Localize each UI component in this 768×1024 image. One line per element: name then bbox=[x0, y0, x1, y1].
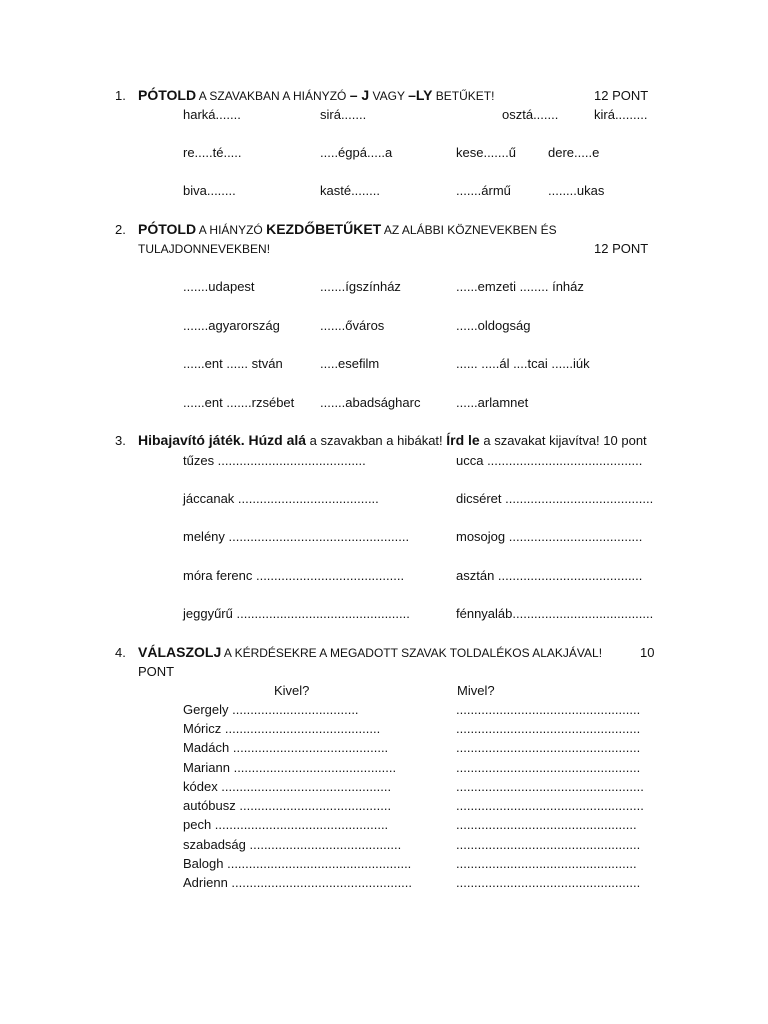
exercise-2-item: ...... .....ál ....tcai ......iúk bbox=[456, 356, 590, 371]
exercise-3-item: fénnyaláb....................................... bbox=[456, 606, 654, 621]
exercise-1-points: 12 PONT bbox=[594, 88, 649, 103]
exercise-4-points-word: PONT bbox=[138, 664, 175, 679]
exercise-1-item: biva........ bbox=[183, 183, 236, 198]
exercise-2-heading bbox=[138, 221, 557, 238]
exercise-2-number: 2. bbox=[115, 222, 126, 237]
exercise-3-heading bbox=[138, 432, 647, 449]
exercise-1-item: kirá......... bbox=[594, 107, 648, 122]
exercise-3-item: melény .................................................. bbox=[183, 529, 410, 544]
exercise-4-item: ................................................... bbox=[456, 760, 641, 775]
heading-text: a szavakat kijavítva! 10 pont bbox=[479, 433, 647, 448]
exercise-1-item: kese.......ű bbox=[456, 145, 516, 160]
heading-text: A SZAVAKBAN A HIÁNYZÓ bbox=[196, 89, 350, 103]
heading-text: A KÉRDÉSEKRE A MEGADOTT SZAVAK TOLDALÉKOS ALAKJÁVAL! bbox=[221, 646, 603, 660]
exercise-4-item: ................................................... bbox=[456, 837, 641, 852]
heading-bold: – J bbox=[349, 87, 370, 103]
column-header-kivel: Kivel? bbox=[274, 683, 310, 698]
exercise-4-heading bbox=[138, 644, 602, 661]
exercise-4-item: Madách ........................................... bbox=[183, 740, 389, 755]
exercise-1-item: dere.....e bbox=[548, 145, 600, 160]
exercise-2-item: ......oldogság bbox=[456, 318, 531, 333]
exercise-4-item: .................................................... bbox=[456, 798, 644, 813]
exercise-2-item: ......emzeti ........ ínház bbox=[456, 279, 584, 294]
exercise-2-item: ......arlamnet bbox=[456, 395, 529, 410]
exercise-2-item: ......ent ...... stván bbox=[183, 356, 283, 371]
exercise-3-item: mosojog ..................................... bbox=[456, 529, 643, 544]
exercise-4-item: szabadság .......................................... bbox=[183, 837, 402, 852]
exercise-4-item: .................................................... bbox=[456, 779, 644, 794]
column-header-mivel: Mivel? bbox=[457, 683, 495, 698]
exercise-4-item: autóbusz .......................................... bbox=[183, 798, 392, 813]
heading-bold: KEZDŐBETŰKET bbox=[266, 221, 382, 237]
exercise-2-item: ......ent .......rzsébet bbox=[183, 395, 295, 410]
exercise-2-item: .......abadságharc bbox=[320, 395, 421, 410]
exercise-3-item: ucca ........................................... bbox=[456, 453, 643, 468]
exercise-1-number: 1. bbox=[115, 88, 126, 103]
exercise-1-item: ........ukas bbox=[548, 183, 605, 198]
exercise-4-item: .................................................. bbox=[456, 817, 637, 832]
exercise-2-item: .....esefilm bbox=[320, 356, 380, 371]
exercise-2-item: .......udapest bbox=[183, 279, 255, 294]
heading-text: VAGY bbox=[369, 89, 409, 103]
heading-bold: –LY bbox=[408, 87, 433, 103]
exercise-1-item: re.....té..... bbox=[183, 145, 242, 160]
exercise-4-item: Balogh ................................................... bbox=[183, 856, 412, 871]
exercise-4-item: ................................................... bbox=[456, 740, 641, 755]
exercise-4-item: Adrienn .................................................. bbox=[183, 875, 413, 890]
heading-text: a szavakban a hibákat! bbox=[306, 433, 447, 448]
exercise-4-item: Mariann ............................................. bbox=[183, 760, 397, 775]
exercise-4-item: Gergely ................................... bbox=[183, 702, 359, 717]
exercise-4-points: 10 bbox=[640, 645, 655, 660]
exercise-4-item: kódex ............................................... bbox=[183, 779, 392, 794]
heading-text: BETŰKET! bbox=[432, 89, 495, 103]
exercise-2-heading-line2: TULAJDONNEVEKBEN! bbox=[138, 242, 271, 256]
exercise-4-item: pech ................................................ bbox=[183, 817, 389, 832]
exercise-4-item: ................................................... bbox=[456, 702, 641, 717]
exercise-4-number: 4. bbox=[115, 645, 126, 660]
exercise-2-points: 12 PONT bbox=[594, 241, 649, 256]
exercise-1-item: kasté........ bbox=[320, 183, 380, 198]
exercise-3-item: asztán ........................................ bbox=[456, 568, 643, 583]
exercise-3-item: jáccanak ....................................... bbox=[183, 491, 379, 506]
exercise-4-item: Móricz ........................................... bbox=[183, 721, 381, 736]
exercise-1-item: .......ármű bbox=[456, 183, 511, 198]
exercise-4-item: ................................................... bbox=[456, 875, 641, 890]
exercise-3-item: jeggyűrű ................................................ bbox=[183, 606, 410, 621]
exercise-1-item: .....égpá.....a bbox=[320, 145, 393, 160]
exercise-3-item: tűzes ......................................... bbox=[183, 453, 366, 468]
heading-bold: PÓTOLD bbox=[138, 221, 197, 237]
exercise-2-item: .......ígszínház bbox=[320, 279, 401, 294]
exercise-4-item: .................................................. bbox=[456, 856, 637, 871]
exercise-3-number: 3. bbox=[115, 433, 126, 448]
exercise-1-item: osztá....... bbox=[502, 107, 559, 122]
heading-bold: VÁLASZOLJ bbox=[138, 644, 222, 660]
exercise-2-item: .......őváros bbox=[320, 318, 385, 333]
exercise-1-item: harká....... bbox=[183, 107, 241, 122]
heading-bold: PÓTOLD bbox=[138, 87, 197, 103]
exercise-1-heading bbox=[138, 87, 494, 104]
heading-text: A HIÁNYZÓ bbox=[196, 223, 267, 237]
heading-bold: Hibajavító játék. Húzd alá bbox=[138, 432, 307, 448]
exercise-1-item: sirá....... bbox=[320, 107, 367, 122]
exercise-3-item: dicséret ......................................... bbox=[456, 491, 654, 506]
heading-bold: Írd le bbox=[446, 432, 480, 448]
heading-text: AZ ALÁBBI KÖZNEVEKBEN ÉS bbox=[381, 223, 557, 237]
exercise-2-item: .......agyarország bbox=[183, 318, 280, 333]
exercise-4-item: ................................................... bbox=[456, 721, 641, 736]
exercise-3-item: móra ferenc ......................................... bbox=[183, 568, 405, 583]
